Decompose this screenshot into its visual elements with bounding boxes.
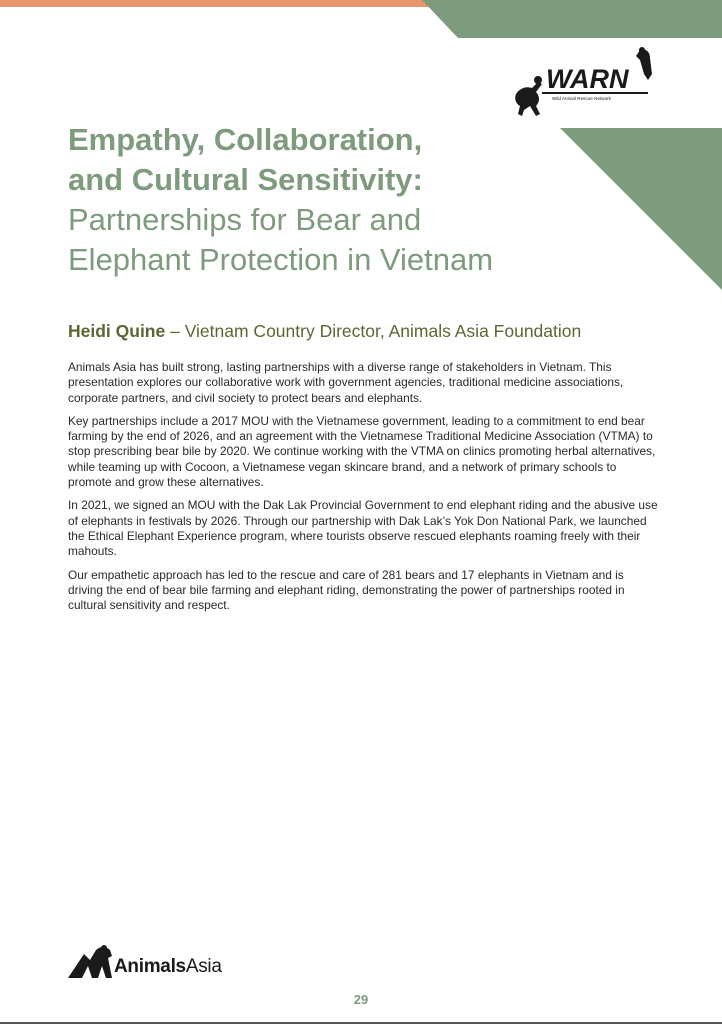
animals-asia-logo (68, 942, 258, 982)
logo-wordmark: WARN (546, 64, 629, 94)
paragraph: Animals Asia has built strong, lasting partnerships with a diverse range of stakeholders in Vietnam. This presentation explores our collaborative work with government agencies, traditional medicine associations, corporate partners, and civil society to protect bears and elephants. (68, 360, 624, 405)
logo-subtext: Wild Animal Rescue Network (552, 96, 611, 101)
animals-asia-wordmark: AnimalsAsia (114, 956, 222, 977)
top-green-band (422, 0, 722, 38)
monkey-icon (515, 76, 542, 116)
author-role: – Vietnam Country Director, Animals Asia Foundation (165, 321, 582, 341)
body-text (68, 360, 660, 621)
paragraph: Key partnerships include a 2017 MOU with the Vietnamese government, leading to a commitment to end bear farming by the end of 2026, and an agreement with the Vietnamese Traditional Medicine Association (VTMA) to stop prescribing bear bile by 2020. We continue working with the VTMA on clinics promoting herbal alternatives, while teaming up with Cocoon, a Vietnamese vegan skincare brand, and a network of primary schools to promote and grow these alternatives. (68, 413, 656, 490)
author-byline (68, 321, 581, 342)
bird-icon (636, 47, 652, 80)
paragraph: In 2021, we signed an MOU with the Dak Lak Provincial Government to end elephant riding and the abusive use of elephants in festivals by 2026. Through our partnership with Dak Lak’s Yok Don National Park, we launched the Ethical Elephant Experience program, where tourists observe rescued elephants roaming freely with their mahouts. (68, 498, 658, 559)
page-number: 29 (353, 992, 369, 1007)
page-title (68, 120, 568, 280)
warn-logo (512, 44, 662, 120)
title-line-4: Elephant Protection in Vietnam (68, 242, 494, 277)
decorative-green-triangle (560, 128, 722, 290)
bear-mountain-icon (68, 942, 114, 982)
title-line-1: Empathy, Collaboration, (68, 122, 423, 157)
title-line-3: Partnerships for Bear and (68, 202, 422, 237)
top-orange-bar (0, 0, 455, 7)
title-line-2: and Cultural Sensitivity: (68, 162, 423, 197)
paragraph: Our empathetic approach has led to the rescue and care of 281 bears and 17 elephants in Vietnam and is driving the end of bear bile farming and elephant riding, demonstrating the power of partnerships rooted in cultural sensitivity and respect. (68, 567, 625, 613)
author-name: Heidi Quine (68, 321, 166, 341)
